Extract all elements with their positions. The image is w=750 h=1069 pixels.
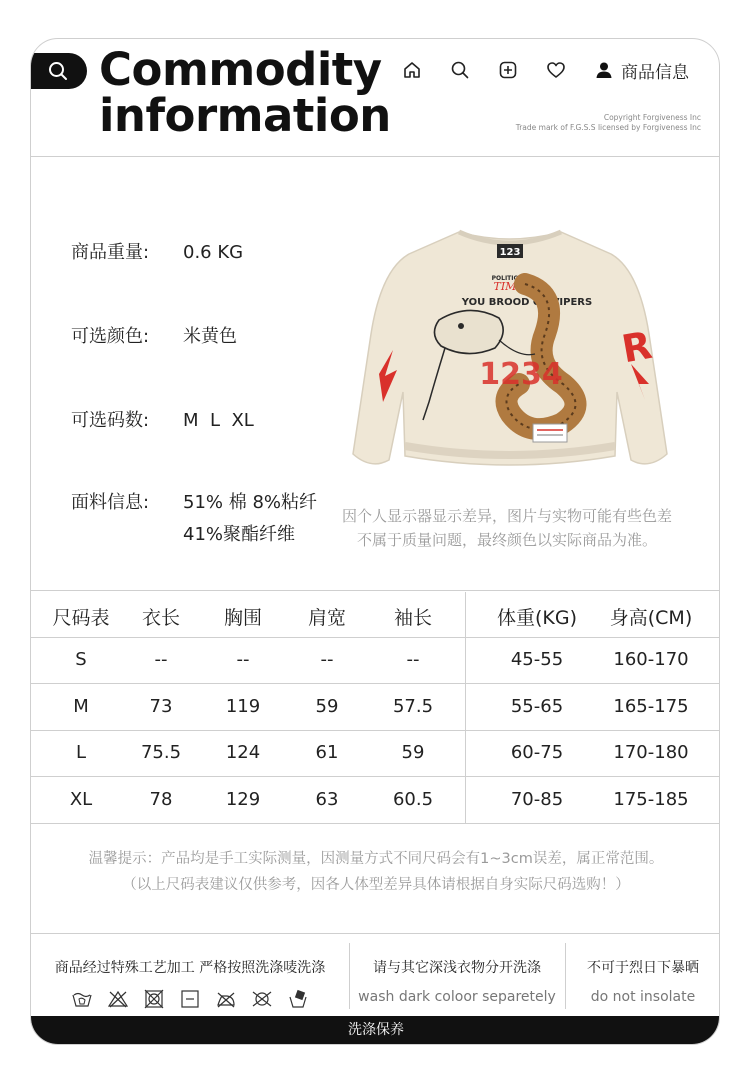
user-icon: [595, 61, 613, 79]
table-cell: 60.5: [392, 788, 434, 810]
table-header-row: [31, 592, 720, 638]
table-cell: --: [236, 649, 250, 671]
table-cell: 129: [225, 788, 261, 810]
table-header-cell: 衣长: [141, 607, 180, 629]
table-cell: --: [406, 649, 420, 671]
table-cell: 160-170: [613, 649, 689, 671]
table-cell: L: [75, 742, 87, 764]
table-cell: 165-175: [613, 695, 689, 717]
color-disclaimer: 因个人显示器显示差异，图片与实物可能有些色差 不属于质量问题，最终颜色以实际商品为准。: [341, 507, 672, 549]
table-header-cell: 尺码表: [52, 607, 110, 629]
fabric-value-line1: 51% 棉 8%粘纤: [183, 492, 318, 513]
table-cell: --: [320, 649, 334, 671]
sizes-value: M L XL: [183, 410, 254, 431]
color-value: 米黄色: [183, 326, 237, 347]
heart-icon[interactable]: [543, 57, 569, 83]
home-icon[interactable]: [399, 57, 425, 83]
table-header-cell: 胸围: [223, 607, 262, 629]
table-cell: 78: [149, 788, 173, 810]
print-script-text: TIME: [493, 280, 525, 293]
product-info-section: [31, 158, 720, 591]
user-label: 商品信息: [621, 62, 689, 83]
care-col1-title: 商品经过特殊工艺加工 严格按照洗涤唛洗涤: [54, 960, 326, 976]
tips-line2: （以上尺码表建议仅供参考，因各人体型差异具体请根据自身实际尺码选购！）: [122, 877, 630, 893]
neck-tag-text: 123: [499, 247, 521, 258]
no-dry-clean-icon: [251, 989, 273, 1009]
table-cell: 55-65: [510, 695, 564, 717]
no-bleach-icon: [107, 989, 129, 1009]
color-label: 可选颜色:: [71, 326, 150, 347]
sizes-label: 可选码数:: [71, 410, 150, 431]
search-icon[interactable]: [447, 57, 473, 83]
table-cell: 59: [315, 695, 339, 717]
search-button[interactable]: [30, 53, 87, 89]
care-icons: [31, 989, 349, 1009]
table-cell: 60-75: [510, 742, 564, 764]
care-col-sun: [565, 935, 720, 1017]
table-cell: 170-180: [613, 742, 689, 764]
fabric-label: 面料信息:: [71, 492, 150, 513]
fabric-value-line2: 41%聚酯纤维: [183, 524, 296, 545]
table-header-cell: 袖长: [393, 607, 432, 629]
print-headline-text: YOU BROOD OF VIPERS: [461, 297, 593, 308]
table-header-cell: 肩宽: [307, 607, 346, 629]
table-cell: --: [154, 649, 168, 671]
hand-wash-icon: [71, 989, 93, 1009]
no-tumble-dry-icon: [143, 989, 165, 1009]
table-cell: 75.5: [140, 742, 182, 764]
measurement-tips: [31, 824, 720, 934]
sizes-row: [71, 406, 254, 432]
print-small-text: POLITICAL: [491, 275, 527, 282]
care-col3-title: 不可于烈日下暴晒: [587, 960, 699, 976]
weight-label: 商品重量:: [71, 242, 150, 263]
table-cell: 63: [315, 788, 339, 810]
footer-bar: 洗涤保养: [31, 1016, 720, 1044]
drip-dry-icon: [287, 989, 309, 1009]
plus-square-icon[interactable]: [495, 57, 521, 83]
weight-row: [71, 238, 243, 264]
top-nav: [399, 57, 689, 83]
table-cell: 124: [225, 742, 261, 764]
table-cell: 59: [401, 742, 425, 764]
print-red-text: 1234: [479, 357, 563, 392]
weight-value: 0.6 KG: [183, 242, 244, 263]
sleeve-letter: R: [618, 322, 655, 372]
table-cell: S: [75, 649, 87, 671]
tips-line1: 温馨提示：产品均是手工实际测量，因测量方式不同尺码会有1~3cm误差，属正常范围。: [88, 851, 664, 867]
table-cell: 57.5: [392, 695, 434, 717]
size-table: [31, 592, 720, 824]
table-row: [31, 731, 720, 777]
no-iron-icon: [215, 989, 237, 1009]
dry-flat-icon: [179, 989, 201, 1009]
fabric-row: [71, 488, 317, 514]
copyright-text: Copyright Forgiveness Inc Trade mark of F.G.S.S licensed by Forgiveness Inc: [515, 113, 701, 132]
color-row: [71, 322, 237, 348]
table-cell: 45-55: [510, 649, 564, 671]
care-col-separate: [349, 935, 565, 1017]
table-header-cell: 体重(KG): [496, 607, 577, 629]
table-cell: M: [73, 695, 89, 717]
table-cell: 70-85: [510, 788, 564, 810]
care-col2-sub: wash dark coloor separetely: [358, 989, 556, 1005]
care-col3-sub: do not insolate: [590, 989, 696, 1005]
table-row: [31, 685, 720, 731]
table-cell: 61: [315, 742, 339, 764]
product-image: [349, 224, 669, 484]
care-col-special: [31, 935, 349, 1017]
search-icon: [48, 61, 68, 81]
product-detail-card: [30, 38, 720, 1045]
user-menu[interactable]: [595, 58, 689, 83]
table-cell: 119: [225, 695, 261, 717]
care-section: [31, 935, 720, 1017]
table-header-cell: 身高(CM): [609, 607, 693, 629]
table-cell: XL: [69, 788, 93, 810]
table-row: [31, 638, 720, 684]
care-col2-title: 请与其它深浅衣物分开洗涤: [373, 960, 541, 976]
table-cell: 73: [149, 695, 173, 717]
table-cell: 175-185: [613, 788, 689, 810]
table-row: [31, 778, 720, 824]
header: [31, 39, 720, 157]
page-title: Commodity information: [99, 43, 391, 142]
